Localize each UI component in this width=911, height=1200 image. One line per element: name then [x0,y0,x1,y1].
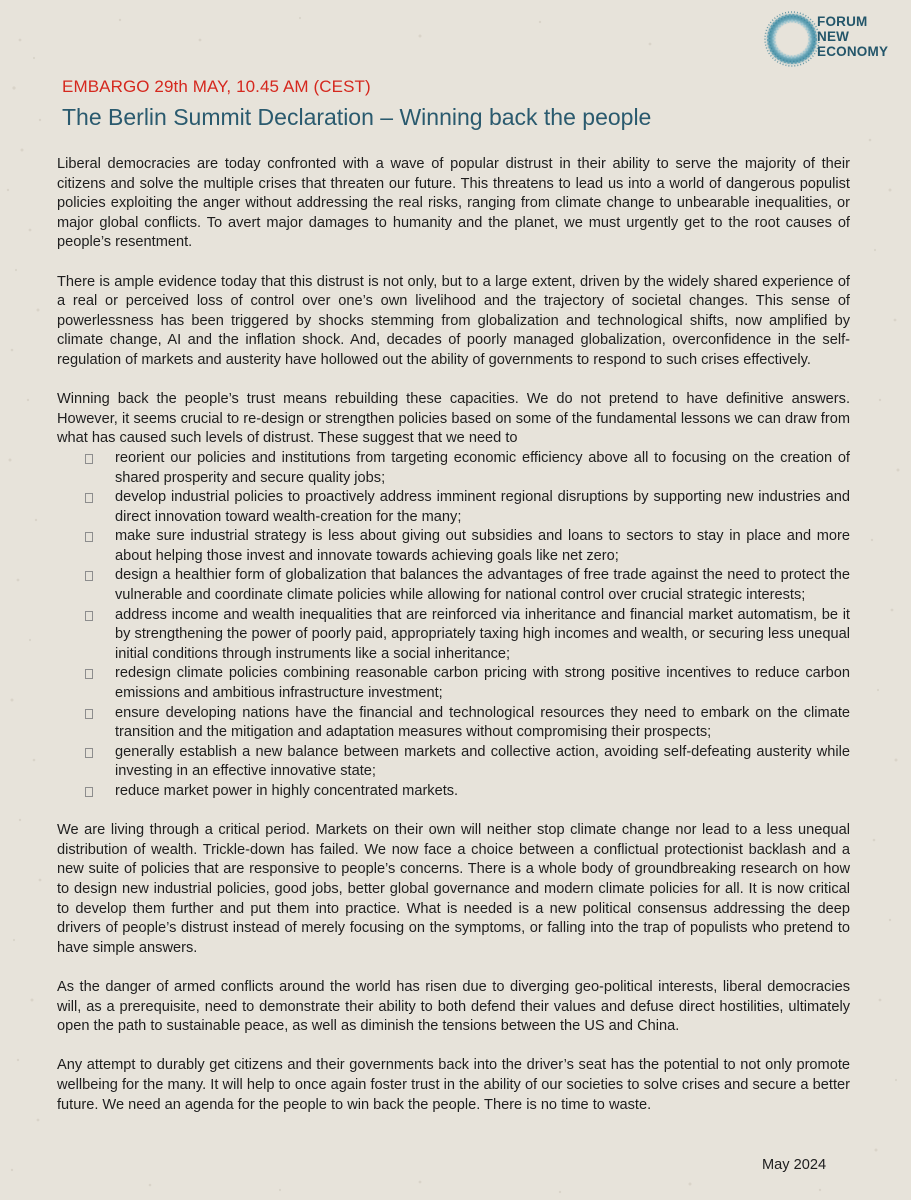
paragraph-drivers-seat: Any attempt to durably get citizens and their governments back into the driver’s seat has the potential to not only promote wellbeing for the many. It will help to once again foster trust in the ability of our societies to solve crises and secure a better future. We need an agenda for the people to win back the people. There is no time to waste. [57,1057,850,1113]
logo-line-new: NEW [817,29,850,44]
list-item: reduce market power in highly concentrated markets. [57,782,850,802]
bullet-box-icon [85,669,93,679]
list-item: design a healthier form of globalization that balances the advantages of free trade against the need to protect the vulnerable and coordinate climate policies while allowing for national control over crucial strategic interests; [57,566,850,605]
bullet-box-icon [85,787,93,797]
logo-wordmark [817,14,888,59]
paragraph-evidence: There is ample evidence today that this distrust is not only, but to a large extent, driven by the widely shared experience of a real or perceived loss of control over one’s own livelihood and the trajectory of societal changes. This sense of powerlessness has been triggered by shocks stemming from globalization and technological shifts, now amplified by climate change, AI and the inflation shock. And, decades of poorly managed globalization, overconfidence in the self-regulation of markets and austerity have hollowed out the ability of governments to respond to such crises effectively. [57,273,850,368]
paragraph-winning-back: Winning back the people’s trust means rebuilding these capacities. We do not pretend to have definitive answers. However, it seems crucial to re-design or strengthen policies based on some of the fundamental lessons we can draw from what has caused such levels of distrust. These suggest that we need to [57,391,850,447]
list-item: develop industrial policies to proactively address imminent regional disruptions by supporting new industries and direct innovation toward wealth-creation for the many; [57,488,850,527]
document-body [57,155,850,1135]
list-item: address income and wealth inequalities that are reinforced via inheritance and financial market automatism, be it by strengthening the power of poorly paid, appropriately taxing high incomes and wealth, or securing less unequal initial conditions through instruments like a social inheritance; [57,606,850,665]
document-title: The Berlin Summit Declaration – Winning back the people [62,104,652,130]
bullet-box-icon [85,493,93,503]
list-item: reorient our policies and institutions from targeting economic efficiency above all to focusing on the creation of shared prosperity and secure quality jobs; [57,449,850,488]
bullet-box-icon [85,571,93,581]
bullet-box-icon [85,709,93,719]
forum-new-economy-logo [762,6,907,70]
paragraph-intro: Liberal democracies are today confronted with a wave of popular distrust in their ability to serve the majority of their citizens and solve the multiple crises that threaten our future. This threatens to lead us into a world of dangerous populist policies exploiting the anger without addressing the real risks, ranging from climate change to unbearable inequalities, or major global conflicts. To avert major damages to humanity and the planet, we must urgently get to the root causes of people’s resentment. [57,156,850,251]
list-item: make sure industrial strategy is less about giving out subsidies and loans to sectors to stay in place and more about helping those invest and innovate towards achieving goals like net zero; [57,527,850,566]
list-item: ensure developing nations have the financial and technological resources they need to embark on the climate transition and the mitigation and adaptation measures without compromising their prospects; [57,704,850,743]
logo-line-economy: ECONOMY [817,44,889,59]
document-date: May 2024 [762,1157,827,1173]
policy-bullet-list [57,449,850,802]
paragraph-armed-conflicts: As the danger of armed conflicts around the world has risen due to diverging geo-political interests, liberal democracies will, as a prerequisite, need to demonstrate their ability to both defend their values and defuse direct hostilities, ultimately open the path to sustainable peace, as well as diminish the tensions between the US and China. [57,978,850,1035]
logo-circle-mark [762,6,822,70]
paragraph-critical-period: We are living through a critical period. Markets on their own will neither stop climate change nor lead to a less unequal distribution of wealth. Trickle-down has failed. We now face a choice between a conflictual protectionist backlash and a new suite of policies that are responsive to people’s concerns. There is a whole body of groundbreaking research on how to design new industrial policies, good jobs, better global governance and modern climate policies for all. It is now critical to develop them further and put them into practice. What is needed is a new political consensus addressing the deep drivers of people’s distrust instead of merely focusing on the symptoms, or falling into the trap of populists who pretend to have simple answers. [57,822,850,956]
embargo-notice: EMBARGO 29th MAY, 10.45 AM (CEST) [62,77,371,96]
list-item: generally establish a new balance between markets and collective action, avoiding self-defeating austerity while investing in an effective innovative state; [57,743,850,782]
list-item: redesign climate policies combining reasonable carbon pricing with strong positive incentives to reduce carbon emissions and ambitious infrastructure investment; [57,664,850,703]
bullet-box-icon [85,748,93,758]
bullet-box-icon [85,454,93,464]
bullet-box-icon [85,532,93,542]
bullet-box-icon [85,611,93,621]
logo-line-forum: FORUM [817,14,868,29]
